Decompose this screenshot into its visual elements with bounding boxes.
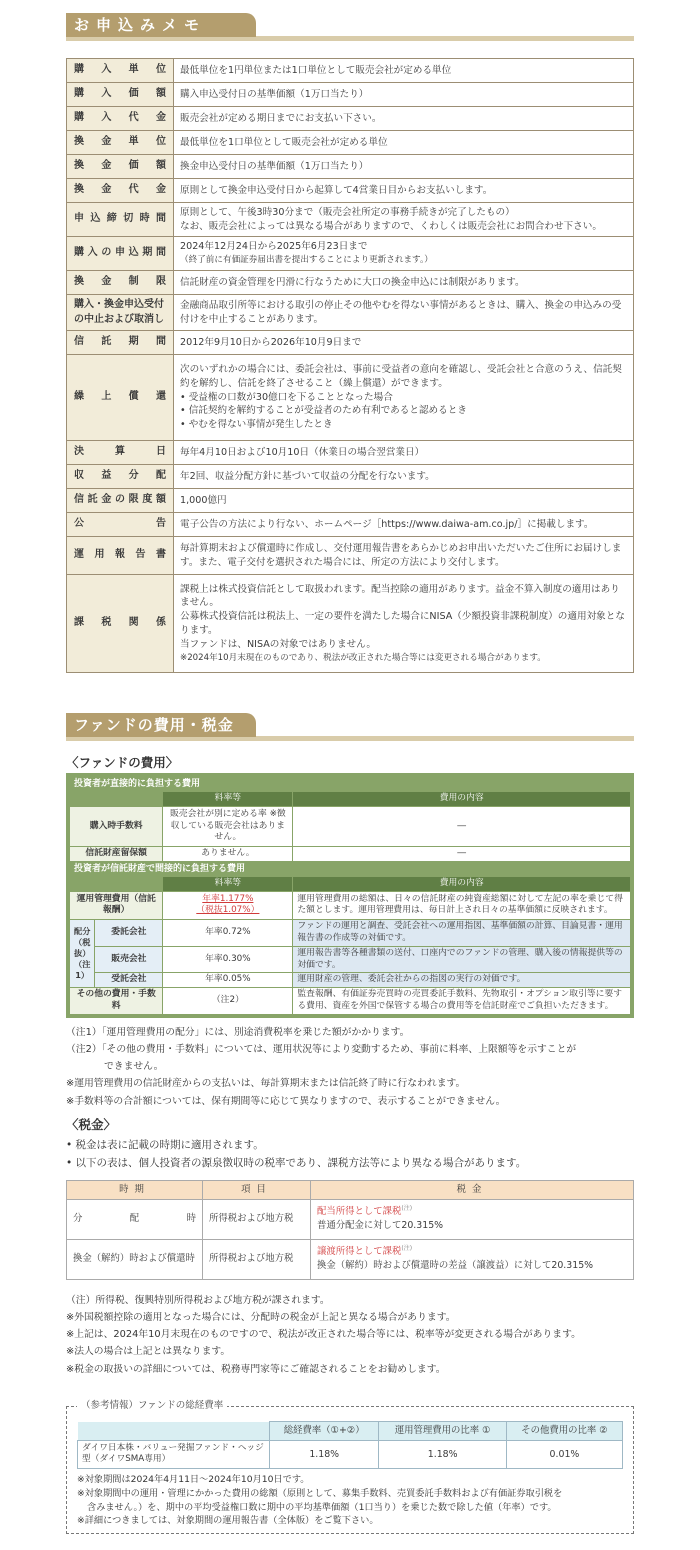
other-ratio: 0.01% xyxy=(506,1440,622,1468)
note-line: （注1）「運用管理費用の配分」には、別途消費税率を乗じた額がかかります。 xyxy=(66,1027,410,1038)
fund-costs-subtitle: 〈ファンドの費用〉 xyxy=(66,755,179,770)
retention-rate: ありません。 xyxy=(163,847,293,862)
purchase-fee-rate: 販売会社が別に定める率 ※徴収している販売会社はありません。 xyxy=(163,807,293,847)
other-fee-content: 監査報酬、有価証券売買時の売買委託手数料、先物取引・オプション取引等に要する費用、資産を外国で保管する場合の費用等を信託財産でご負担いただきます。 xyxy=(293,988,631,1015)
note-line: ※対象期間は2024年4月11日～2024年10月10日です。 xyxy=(77,1474,310,1485)
memo-key: 収益分配 xyxy=(67,465,174,489)
expense-ratio-title: （参考情報）ファンドの総経費率 xyxy=(77,1399,227,1413)
tax-subtitle: 〈税金〉 xyxy=(66,1117,117,1132)
condition-item: • やむを得ない事情が発生したとき xyxy=(180,418,627,432)
mgmt-rate-excl-tax: （税抜1.07%） xyxy=(196,905,260,916)
mgmt-fee-label: 運用管理費用（信託報酬） xyxy=(70,891,163,919)
memo-value: 信託財産の資金管理を円滑に行なうために大口の換金申込には制限があります。 xyxy=(174,271,634,295)
tax-col-tax: 税金 xyxy=(311,1181,634,1200)
memo-value-line: 公募株式投資信託は税法上、一定の要件を満たした場合にNISA（少額投資非課税制度）の適用対象となります。 xyxy=(180,611,625,637)
mgmt-ratio: 1.18% xyxy=(379,1440,506,1468)
purchase-fee-label: 購入時手数料 xyxy=(70,807,163,847)
tax-type: 譲渡所得として課税 xyxy=(317,1246,402,1258)
memo-value: 毎年4月10日および10月10日（休業日の場合翌営業日） xyxy=(174,441,634,465)
other-fee-label: その他の費用・手数料 xyxy=(70,988,163,1015)
alloc-content: 運用財産の管理、委託会社からの指図の実行の対価です。 xyxy=(293,973,631,988)
retention-content: ― xyxy=(293,847,631,862)
memo-value xyxy=(174,575,634,673)
alloc-rate: 年率0.72% xyxy=(163,919,293,946)
memo-key: 購入代金 xyxy=(67,107,174,131)
tax-notes xyxy=(66,1292,636,1378)
memo-key: 信託金の限度額 xyxy=(67,489,174,513)
total-ratio: 1.18% xyxy=(270,1440,379,1468)
tax-detail-cell xyxy=(311,1199,634,1239)
header-blank xyxy=(70,792,163,807)
fund-name: ダイワ日本株・バリュー発掘ファンド・ヘッジ型（ダイワSMA専用） xyxy=(78,1440,270,1468)
expense-ratio-box xyxy=(66,1400,634,1534)
tax-bullet-text: 税金は表に記載の時期に適用されます。 xyxy=(75,1139,264,1151)
note-line: （注）所得税、復興特別所得税および地方税が課されます。 xyxy=(66,1295,330,1306)
memo-value-line: 当ファンドは、NISAの対象ではありません。 xyxy=(180,639,376,651)
note-line: ※上記は、2024年10月末現在のものですので、税法が改正された場合等には、税率等が変更される場合があります。 xyxy=(66,1329,581,1341)
col-total: 総経費率（①+②） xyxy=(270,1422,379,1441)
memo-value: 販売会社が定める期日までにお支払い下さい。 xyxy=(174,107,634,131)
memo-value: 最低単位を1口単位として販売会社が定める単位 xyxy=(174,131,634,155)
col-rate: 料率等 xyxy=(163,792,293,807)
tax-note-ref: (注) xyxy=(401,1245,413,1253)
alloc-content: ファンドの運用と調査、受託会社への運用指図、基準価額の計算、目論見書・運用報告書の作成等の対価です。 xyxy=(293,919,631,946)
other-fee-rate: （注2） xyxy=(163,988,293,1015)
note-line: ※運用管理費用の信託財産からの支払いは、毎計算期末または信託終了時に行なわれます。 xyxy=(66,1078,466,1090)
memo-value: 年2回、収益分配方針に基づいて収益の分配を行ないます。 xyxy=(174,465,634,489)
memo-title: お申込みメモ xyxy=(66,13,256,37)
tax-note-ref: (注) xyxy=(401,1205,413,1213)
alloc-rate: 年率0.30% xyxy=(163,946,293,973)
memo-value-note: （終了前に有価証券届出書を提出することにより更新されます。） xyxy=(180,255,433,266)
tax-bullets xyxy=(66,1136,636,1173)
tax-col-item: 項目 xyxy=(203,1181,311,1200)
header-blank xyxy=(70,877,163,892)
cost-table-frame xyxy=(66,773,634,1018)
tax-col-when: 時期 xyxy=(67,1181,203,1200)
memo-value xyxy=(174,237,634,271)
note-line: ※税金の取扱いの詳細については、税務専門家等にご確認されることをお勧めします。 xyxy=(66,1363,446,1375)
memo-value: 金融商品取引所等における取引の停止その他やむを得ない事情があるときは、購入、換金の申込みの受付けを中止することがあります。 xyxy=(174,295,634,331)
alloc-content: 運用報告書等各種書類の送付、口座内でのファンドの管理、購入後の情報提供等の対価です。 xyxy=(293,946,631,973)
alloc-key: 販売会社 xyxy=(95,946,163,973)
tax-bullet: • 税金は表に記載の時期に適用されます。 xyxy=(66,1139,264,1151)
tax-item: 所得税および地方税 xyxy=(203,1239,311,1279)
memo-key: 換金価額 xyxy=(67,155,174,179)
tax-type: 配当所得として課税 xyxy=(317,1206,402,1218)
memo-key: 決算日 xyxy=(67,441,174,465)
tax-bullet-text: 以下の表は、個人投資者の源泉徴収時の税率であり、課税方法等により異なる場合があります。 xyxy=(75,1157,527,1170)
mgmt-fee-rate xyxy=(163,891,293,919)
memo-key: 課税関係 xyxy=(67,575,174,673)
memo-table xyxy=(66,58,634,673)
memo-value: 購入申込受付日の基準価額（1万口当たり） xyxy=(174,83,634,107)
col-content: 費用の内容 xyxy=(293,792,631,807)
memo-value-line: 課税上は株式投資信託として取扱われます。配当控除の適用があります。益金不算入制度の適用はありません。 xyxy=(180,583,620,609)
note-line: ※外国税額控除の適用となった場合には、分配時の税金が上記と異なる場合があります。 xyxy=(66,1312,456,1324)
memo-key: 繰上償還 xyxy=(67,355,174,441)
expense-ratio-notes xyxy=(77,1473,629,1528)
note-line: ※対象期間中の運用・管理にかかった費用の総額（原則として、募集手数料、売買委託手数料および有価証券取引税を xyxy=(77,1487,563,1499)
memo-value-note: ※2024年10月末現在のものであり、税法が改正された場合等には変更される場合があります。 xyxy=(180,653,546,664)
header-blank xyxy=(78,1422,270,1441)
memo-key: 換金制限 xyxy=(67,271,174,295)
memo-key: 購入・換金申込受付の中止および取消し xyxy=(67,295,174,331)
alloc-key: 委託会社 xyxy=(95,919,163,946)
alloc-rate: 年率0.05% xyxy=(163,973,293,988)
cost-notes xyxy=(66,1024,636,1110)
tax-item: 所得税および地方税 xyxy=(203,1199,311,1239)
memo-value: 電子公告の方法により行ない、ホームページ［https://www.daiwa-am.co.jp/］に掲載します。 xyxy=(174,513,634,537)
memo-key: 換金代金 xyxy=(67,179,174,203)
tax-detail-cell xyxy=(311,1239,634,1279)
memo-key: 購入の申込期間 xyxy=(67,237,174,271)
tax-table xyxy=(66,1180,634,1280)
redemption-conditions xyxy=(180,391,627,433)
tax-bullet: • 以下の表は、個人投資者の源泉徴収時の税率であり、課税方法等により異なる場合があります。 xyxy=(66,1157,527,1170)
memo-value xyxy=(174,203,634,237)
retention-label: 信託財産留保額 xyxy=(70,847,163,862)
costs-title: ファンドの費用・税金 xyxy=(66,713,256,737)
memo-value: 1,000億円 xyxy=(174,489,634,513)
col-rate: 料率等 xyxy=(163,877,293,892)
direct-cost-group: 投資者が直接的に負担する費用 xyxy=(70,777,631,792)
expense-ratio-table xyxy=(77,1421,623,1469)
memo-key: 運用報告書 xyxy=(67,537,174,575)
col-other: その他費用の比率 ② xyxy=(506,1422,622,1441)
cost-table xyxy=(69,776,631,1015)
memo-key: 購入単位 xyxy=(67,59,174,83)
mgmt-fee-content: 運用管理費用の総額は、日々の信託財産の純資産総額に対して左記の率を乗じて得た額とします。運用管理費用は、毎日計上され日々の基準価額に反映されます。 xyxy=(293,891,631,919)
memo-section-header xyxy=(66,13,634,41)
memo-value: 最低単位を1円単位または1口単位として販売会社が定める単位 xyxy=(174,59,634,83)
memo-value: 原則として換金申込受付日から起算して4営業日目からお支払いします。 xyxy=(174,179,634,203)
mgmt-rate-incl-tax: 年率1.177% xyxy=(202,893,254,904)
costs-section-header xyxy=(66,713,634,741)
memo-value-line: 原則として、午後3時30分まで（販売会社所定の事務手続きが完了したもの） xyxy=(180,206,515,218)
tax-rate: 普通分配金に対して20.315% xyxy=(317,1220,444,1232)
note-line: （注2）「その他の費用・手数料」については、運用状況等により変動するため、事前に料率、上限額等を示すことが xyxy=(66,1044,577,1056)
memo-key: 信託期間 xyxy=(67,331,174,355)
memo-key: 申込締切時間 xyxy=(67,203,174,237)
note-line: ※法人の場合は上記とは異なります。 xyxy=(66,1346,231,1358)
condition-item: • 信託契約を解約することが受益者のため有利であると認めるとき xyxy=(180,404,627,418)
condition-item: • 受益権の口数が30億口を下ることとなった場合 xyxy=(180,391,627,405)
note-line: できません。 xyxy=(104,1061,164,1073)
memo-key: 換金単位 xyxy=(67,131,174,155)
indirect-cost-group: 投資者が信託財産で間接的に負担する費用 xyxy=(70,861,631,876)
alloc-label: 配分（税抜）（注1） xyxy=(70,919,95,987)
memo-value-line: 次のいずれかの場合には、委託会社は、事前に受益者の意向を確認し、受託会社と合意のうえ、信託契約を解約し、信託を終了させること（繰上償還）ができます。 xyxy=(180,363,622,389)
tax-when: 分配時 xyxy=(67,1199,203,1239)
purchase-fee-content: ― xyxy=(293,807,631,847)
tax-rate: 換金（解約）時および償還時の差益（譲渡益）に対して20.315% xyxy=(317,1260,594,1272)
note-line: ※手数料等の合計額については、保有期間等に応じて異なりますので、表示することができません。 xyxy=(66,1095,506,1107)
memo-value: 2012年9月10日から2026年10月9日まで xyxy=(174,331,634,355)
alloc-key: 受託会社 xyxy=(95,973,163,988)
memo-value: 換金申込受付日の基準価額（1万口当たり） xyxy=(174,155,634,179)
memo-value-line: 2024年12月24日から2025年6月23日まで xyxy=(180,241,368,253)
memo-value xyxy=(174,355,634,441)
note-line: ※詳細につきましては、対象期間の運用報告書（全体版）をご覧下さい。 xyxy=(77,1515,379,1527)
memo-key: 公告 xyxy=(67,513,174,537)
memo-value: 毎計算期末および償還時に作成し、交付運用報告書をあらかじめお申出いただいたご住所にお届けします。また、電子交付を選択された場合には、所定の方法により交付します。 xyxy=(174,537,634,575)
col-content: 費用の内容 xyxy=(293,877,631,892)
memo-value-line: なお、販売会社によっては異なる場合がありますので、くわしくは販売会社にお問合わせ下さい。 xyxy=(180,220,602,232)
tax-when: 換金（解約）時および償還時 xyxy=(67,1239,203,1279)
note-line: 含みません。）を、期中の平均受益権口数に期中の平均基準価額（1口当り）を乗じた数で除した値（年率）です。 xyxy=(87,1501,557,1513)
memo-key: 購入価額 xyxy=(67,83,174,107)
col-mgmt: 運用管理費用の比率 ① xyxy=(379,1422,506,1441)
